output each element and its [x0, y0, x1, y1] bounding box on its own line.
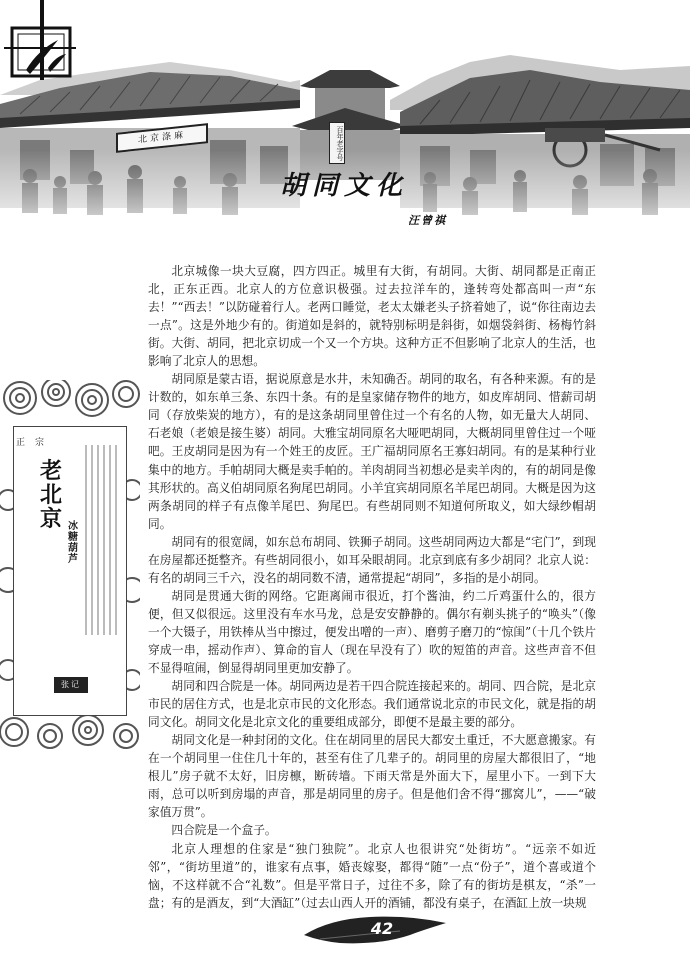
paragraph: 胡同是贯通大街的网络。它距离闹市很近，打个酱油，约二斤鸡蛋什么的，很方便，但又似很远。这里没有车水马龙，总是安安静静的。偶尔有剃头挑子的“唤头”（像一个大镊子，用铁棒从当中擦过，便发出噌的一声）、磨剪子磨刀的“惊闺”（十几个铁片穿成一串，摇动作声）、算命的盲人（现在早没有了）吹的短笛的声音。这些声音不但不显得喧闹，倒显得胡同里更加安静了。 [148, 588, 596, 676]
paragraph: 北京人理想的住家是“独门独院”。北京人也很讲究“处街坊”。“远亲不如近邻”，“街坊里道”的，谁家有点事，婚丧嫁娶，都得“随”一点“份子”，道个喜或道个恼，不这样就不合“礼数”。但是平常日子，过往不多，除了有的街坊是棋友，“杀”一盘；有的是酒友，到“大酒缸”（过去山西人开的酒铺，都没有桌子，在酒缸上放一块规 [148, 841, 596, 910]
paragraph: 胡同和四合院是一体。胡同两边是若干四合院连接起来的。胡同、四合院，是北京市民的居住方式，也是北京市民的文化形态。我们通常说北京的市民文化，就是指的胡同文化。胡同文化是北京文化的重要组成部分，即便不是最主要的部分。 [148, 679, 596, 730]
seal-stamp: 张记 [54, 677, 88, 693]
article-title: 胡同文化 [279, 171, 408, 201]
bamboo-frame-icon [4, 0, 76, 82]
product-subtitle: 冰糖葫芦 [68, 521, 78, 565]
sidebar-advertisement [0, 380, 140, 750]
header-illustration [0, 0, 690, 245]
paragraph: 胡同文化是一种封闭的文化。住在胡同里的居民大都安土重迁，不大愿意搬家。有在一个胡同里一住住几十年的，甚至有住了几辈子的。胡同里的房屋大都很旧了，“地根儿”房子就不太好，旧房檩，断砖墙。下雨天常是外面大下，屋里小下。一到下大雨，总可以听到房塌的声音，那是胡同里的房子。但是他们舍不得“挪窝儿”，——“破家值万贯”。 [148, 733, 596, 820]
text-lines-icon [82, 445, 122, 635]
product-title: 老北京 [40, 458, 63, 532]
paragraph: 四合院是一个盒子。 [171, 823, 277, 838]
product-box [13, 426, 127, 716]
article-body [148, 262, 596, 912]
page-number: 42 [370, 919, 394, 938]
shop-signboard: 北京涤麻 [116, 123, 208, 153]
paragraph: 北京城像一块大豆腐，四方四正。城里有大街，有胡同。大街、胡同都是正南正北，正东正西。北京人的方位意识极强。过去拉洋车的，逢转弯处都高叫一声“东去！”“西去！”以防碰着行人。老两口睡觉，老太太嫌老头子挤着她了，说“你往南边去一点”。这是外地少有的。街道如是斜的，就特别标明是斜街，如烟袋斜街、杨梅竹斜街。大街、胡同，把北京切成一个又一个方块。这种方正不但影响了北京人的生活，也影响了北京人的思想。 [148, 264, 596, 369]
product-tag: 正宗 [16, 438, 55, 448]
paragraph: 胡同原是蒙古语，据说原意是水井，未知确否。胡同的取名，有各种来源。有的是计数的，如东单三条、东四十条。有的是皇家储存物件的地方，如皮库胡同、惜薪司胡同（存放柴炭的地方），有的是这条胡同里曾住过一个有名的人物，如无量大人胡同、石老娘（老娘是接生婆）胡同。大雅宝胡同原名大哑吧胡同，大概胡同里曾住过一个哑吧。王皮胡同是因为有一个姓王的皮匠。王广福胡同原名王寡妇胡同。有的是某种行业集中的地方。手帕胡同大概是卖手帕的。羊肉胡同当初想必是卖羊肉的，有的胡同是像其形状的。高义伯胡同原名狗尾巴胡同。小羊宜宾胡同原名羊尾巴胡同。大概是因为这两条胡同的样子有点像羊尾巴、狗尾巴。有些胡同则不知道何所取义，如大绿纱帽胡同。 [148, 372, 596, 531]
paragraph: 胡同有的很宽阔，如东总布胡同、铁狮子胡同。这些胡同两边大都是“宅门”，到现在房屋都还挺整齐。有些胡同很小，如耳朵眼胡同。北京到底有多少胡同？北京人说：有名的胡同三千六，没名的胡同数不清，通常提起“胡同”，多指的是小胡同。 [148, 534, 596, 585]
article-author: 汪曾祺 [408, 214, 447, 227]
vertical-signboard: 百年老字号 [329, 122, 345, 164]
